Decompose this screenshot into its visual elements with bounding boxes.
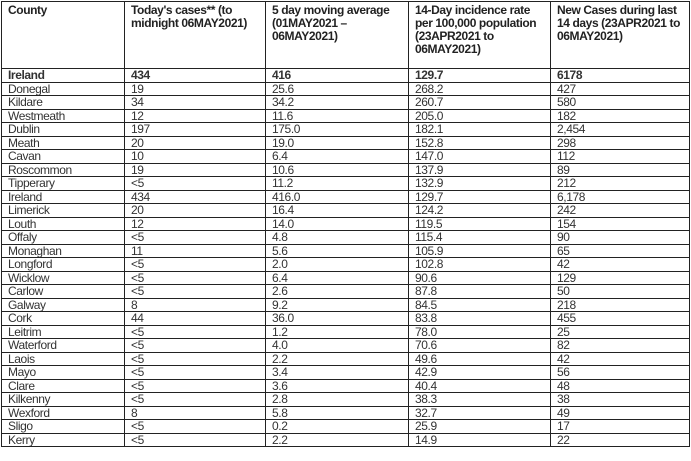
- new-cases-cell: 242: [551, 204, 690, 218]
- table-row: [2, 298, 690, 312]
- incidence-rate-cell: 268.2: [409, 82, 551, 96]
- todays-cases-cell: 8: [125, 406, 266, 420]
- table-row: [2, 406, 690, 420]
- column-header: Today's cases** (to midnight 06MAY2021): [125, 2, 266, 69]
- moving-average-cell: 25.6: [266, 82, 409, 96]
- county-cases-table: [1, 1, 690, 447]
- todays-cases-cell: 20: [125, 136, 266, 150]
- county-cell: Tipperary: [2, 177, 125, 191]
- table-row: [2, 204, 690, 218]
- incidence-rate-cell: 38.3: [409, 393, 551, 407]
- table-row: [2, 366, 690, 380]
- table-row: [2, 136, 690, 150]
- new-cases-cell: 65: [551, 244, 690, 258]
- moving-average-cell: 11.6: [266, 109, 409, 123]
- moving-average-cell: 1.2: [266, 325, 409, 339]
- county-cell: Roscommon: [2, 163, 125, 177]
- todays-cases-cell: <5: [125, 433, 266, 447]
- moving-average-cell: 4.8: [266, 231, 409, 245]
- todays-cases-cell: 434: [125, 69, 266, 83]
- county-cell: Sligo: [2, 420, 125, 434]
- new-cases-cell: 298: [551, 136, 690, 150]
- header-row: [2, 2, 690, 69]
- new-cases-cell: 129: [551, 271, 690, 285]
- new-cases-cell: 6178: [551, 69, 690, 83]
- new-cases-cell: 182: [551, 109, 690, 123]
- new-cases-cell: 22: [551, 433, 690, 447]
- new-cases-cell: 89: [551, 163, 690, 177]
- todays-cases-cell: <5: [125, 177, 266, 191]
- todays-cases-cell: <5: [125, 393, 266, 407]
- todays-cases-cell: 12: [125, 109, 266, 123]
- todays-cases-cell: 19: [125, 163, 266, 177]
- table-row: [2, 271, 690, 285]
- table-row: [2, 393, 690, 407]
- new-cases-cell: 25: [551, 325, 690, 339]
- table-row: [2, 96, 690, 110]
- incidence-rate-cell: 105.9: [409, 244, 551, 258]
- moving-average-cell: 2.6: [266, 285, 409, 299]
- county-cell: Monaghan: [2, 244, 125, 258]
- moving-average-cell: 9.2: [266, 298, 409, 312]
- moving-average-cell: 5.8: [266, 406, 409, 420]
- incidence-rate-cell: 102.8: [409, 258, 551, 272]
- county-cell: Waterford: [2, 339, 125, 353]
- incidence-rate-cell: 129.7: [409, 69, 551, 83]
- todays-cases-cell: <5: [125, 352, 266, 366]
- todays-cases-cell: 34: [125, 96, 266, 110]
- table-row: [2, 325, 690, 339]
- county-cell: Donegal: [2, 82, 125, 96]
- new-cases-cell: 2,454: [551, 123, 690, 137]
- incidence-rate-cell: 132.9: [409, 177, 551, 191]
- new-cases-cell: 49: [551, 406, 690, 420]
- incidence-rate-cell: 260.7: [409, 96, 551, 110]
- table-row: [2, 217, 690, 231]
- incidence-rate-cell: 25.9: [409, 420, 551, 434]
- new-cases-cell: 56: [551, 366, 690, 380]
- county-cell: Kildare: [2, 96, 125, 110]
- incidence-rate-cell: 83.8: [409, 312, 551, 326]
- new-cases-cell: 48: [551, 379, 690, 393]
- table-row: [2, 231, 690, 245]
- todays-cases-cell: 19: [125, 82, 266, 96]
- county-cell: Offaly: [2, 231, 125, 245]
- incidence-rate-cell: 49.6: [409, 352, 551, 366]
- county-cell: Limerick: [2, 204, 125, 218]
- new-cases-cell: 154: [551, 217, 690, 231]
- todays-cases-cell: <5: [125, 258, 266, 272]
- todays-cases-cell: <5: [125, 379, 266, 393]
- todays-cases-cell: 11: [125, 244, 266, 258]
- moving-average-cell: 4.0: [266, 339, 409, 353]
- moving-average-cell: 19.0: [266, 136, 409, 150]
- column-header: 14-Day incidence rate per 100,000 population (23APR2021 to 06MAY2021): [409, 2, 551, 69]
- moving-average-cell: 36.0: [266, 312, 409, 326]
- todays-cases-cell: 8: [125, 298, 266, 312]
- county-cell: Kilkenny: [2, 393, 125, 407]
- county-cell: Wexford: [2, 406, 125, 420]
- todays-cases-cell: <5: [125, 271, 266, 285]
- incidence-rate-cell: 14.9: [409, 433, 551, 447]
- todays-cases-cell: <5: [125, 285, 266, 299]
- county-cell: Ireland: [2, 190, 125, 204]
- county-cell: Carlow: [2, 285, 125, 299]
- table-row: [2, 177, 690, 191]
- table-row: [2, 352, 690, 366]
- column-header: County: [2, 2, 125, 69]
- moving-average-cell: 10.6: [266, 163, 409, 177]
- moving-average-cell: 175.0: [266, 123, 409, 137]
- incidence-rate-cell: 84.5: [409, 298, 551, 312]
- moving-average-cell: 14.0: [266, 217, 409, 231]
- moving-average-cell: 6.4: [266, 271, 409, 285]
- table-row: [2, 150, 690, 164]
- column-header: 5 day moving average (01MAY2021 – 06MAY2021): [266, 2, 409, 69]
- incidence-rate-cell: 40.4: [409, 379, 551, 393]
- new-cases-cell: 50: [551, 285, 690, 299]
- todays-cases-cell: 197: [125, 123, 266, 137]
- county-cell: Dublin: [2, 123, 125, 137]
- new-cases-cell: 17: [551, 420, 690, 434]
- todays-cases-cell: <5: [125, 420, 266, 434]
- new-cases-cell: 42: [551, 352, 690, 366]
- new-cases-cell: 82: [551, 339, 690, 353]
- county-cell: Mayo: [2, 366, 125, 380]
- new-cases-cell: 90: [551, 231, 690, 245]
- county-cell: Laois: [2, 352, 125, 366]
- moving-average-cell: 34.2: [266, 96, 409, 110]
- county-cell: Kerry: [2, 433, 125, 447]
- incidence-rate-cell: 182.1: [409, 123, 551, 137]
- todays-cases-cell: <5: [125, 366, 266, 380]
- incidence-rate-cell: 124.2: [409, 204, 551, 218]
- new-cases-cell: 218: [551, 298, 690, 312]
- moving-average-cell: 2.8: [266, 393, 409, 407]
- todays-cases-cell: 20: [125, 204, 266, 218]
- new-cases-cell: 38: [551, 393, 690, 407]
- todays-cases-cell: <5: [125, 325, 266, 339]
- moving-average-cell: 3.4: [266, 366, 409, 380]
- moving-average-cell: 416: [266, 69, 409, 83]
- todays-cases-cell: 434: [125, 190, 266, 204]
- table-row: [2, 379, 690, 393]
- county-cell: Galway: [2, 298, 125, 312]
- table-row: [2, 312, 690, 326]
- incidence-rate-cell: 137.9: [409, 163, 551, 177]
- new-cases-cell: 427: [551, 82, 690, 96]
- incidence-rate-cell: 129.7: [409, 190, 551, 204]
- county-cell: Wicklow: [2, 271, 125, 285]
- incidence-rate-cell: 90.6: [409, 271, 551, 285]
- todays-cases-cell: 44: [125, 312, 266, 326]
- table-row: [2, 190, 690, 204]
- incidence-rate-cell: 70.6: [409, 339, 551, 353]
- todays-cases-cell: 10: [125, 150, 266, 164]
- county-cell: Louth: [2, 217, 125, 231]
- moving-average-cell: 3.6: [266, 379, 409, 393]
- moving-average-cell: 2.0: [266, 258, 409, 272]
- county-cell: Meath: [2, 136, 125, 150]
- moving-average-cell: 5.6: [266, 244, 409, 258]
- incidence-rate-cell: 205.0: [409, 109, 551, 123]
- moving-average-cell: 0.2: [266, 420, 409, 434]
- incidence-rate-cell: 147.0: [409, 150, 551, 164]
- county-cell: Cork: [2, 312, 125, 326]
- county-cell: Longford: [2, 258, 125, 272]
- column-header: New Cases during last 14 days (23APR2021 to 06MAY2021): [551, 2, 690, 69]
- moving-average-cell: 16.4: [266, 204, 409, 218]
- todays-cases-cell: <5: [125, 339, 266, 353]
- moving-average-cell: 11.2: [266, 177, 409, 191]
- table-row: [2, 433, 690, 447]
- county-cell: Clare: [2, 379, 125, 393]
- table-row: [2, 109, 690, 123]
- table-row: [2, 123, 690, 137]
- moving-average-cell: 2.2: [266, 433, 409, 447]
- table-row: [2, 258, 690, 272]
- table-row: [2, 420, 690, 434]
- incidence-rate-cell: 78.0: [409, 325, 551, 339]
- incidence-rate-cell: 32.7: [409, 406, 551, 420]
- new-cases-cell: 580: [551, 96, 690, 110]
- moving-average-cell: 2.2: [266, 352, 409, 366]
- table-row: [2, 163, 690, 177]
- table-row: [2, 285, 690, 299]
- moving-average-cell: 6.4: [266, 150, 409, 164]
- county-cell: Cavan: [2, 150, 125, 164]
- todays-cases-cell: 12: [125, 217, 266, 231]
- table-row: [2, 339, 690, 353]
- todays-cases-cell: <5: [125, 231, 266, 245]
- new-cases-cell: 212: [551, 177, 690, 191]
- total-row: [2, 69, 690, 83]
- table-row: [2, 82, 690, 96]
- incidence-rate-cell: 119.5: [409, 217, 551, 231]
- incidence-rate-cell: 87.8: [409, 285, 551, 299]
- incidence-rate-cell: 152.8: [409, 136, 551, 150]
- county-cell: Leitrim: [2, 325, 125, 339]
- county-cell: Ireland: [2, 69, 125, 83]
- moving-average-cell: 416.0: [266, 190, 409, 204]
- new-cases-cell: 455: [551, 312, 690, 326]
- new-cases-cell: 112: [551, 150, 690, 164]
- new-cases-cell: 6,178: [551, 190, 690, 204]
- county-cell: Westmeath: [2, 109, 125, 123]
- incidence-rate-cell: 42.9: [409, 366, 551, 380]
- new-cases-cell: 42: [551, 258, 690, 272]
- incidence-rate-cell: 115.4: [409, 231, 551, 245]
- table-row: [2, 244, 690, 258]
